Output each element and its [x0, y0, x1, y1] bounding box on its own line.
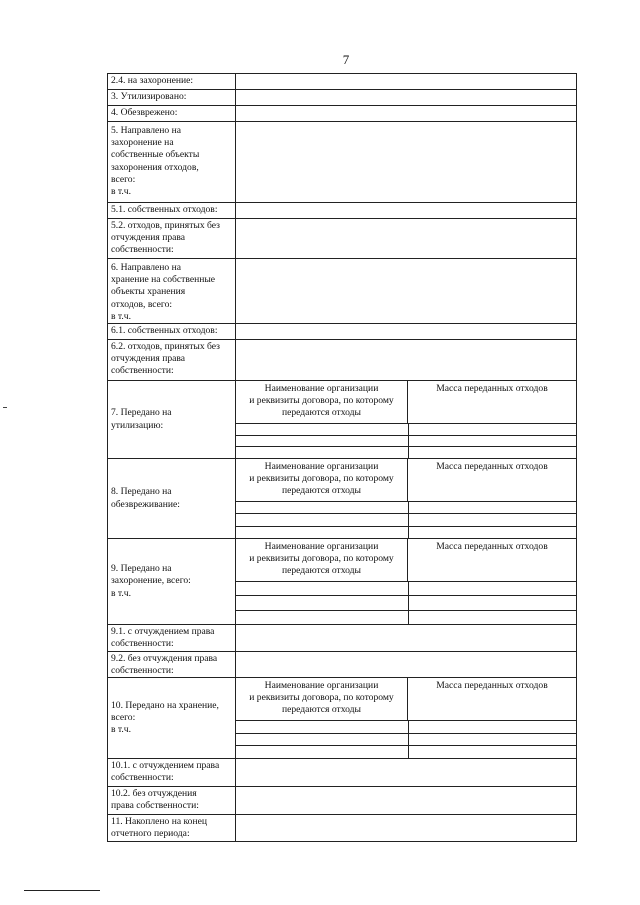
subtable-row — [236, 436, 576, 448]
value-field[interactable] — [236, 652, 576, 677]
row-label: 8. Передано на обезвреживание: — [108, 459, 236, 538]
row-6-1 — [108, 324, 576, 340]
row-label: 10.1. с отчуждением права собственности: — [108, 759, 236, 786]
transfer-subtable — [236, 459, 576, 538]
row-6 — [108, 259, 576, 324]
row-9-1 — [108, 625, 576, 652]
org-field[interactable] — [236, 746, 409, 758]
value-field[interactable] — [236, 203, 576, 218]
subtable-row — [236, 721, 576, 734]
row-label: 6.2. отходов, принятых без отчуждения права собственности: — [108, 340, 236, 380]
org-column-header: Наименование организации и реквизиты договора, по которому передаются отходы — [236, 381, 408, 423]
mass-column-header: Масса переданных отходов — [436, 383, 548, 394]
value-field[interactable] — [236, 90, 576, 105]
subtable-header — [236, 381, 576, 424]
org-column-header: Наименование организации и реквизиты договора, по которому передаются отходы — [236, 459, 408, 501]
mass-column-header: Масса переданных отходов — [436, 461, 548, 472]
subtable-row — [236, 596, 576, 610]
mass-field[interactable] — [409, 582, 576, 595]
waste-report-table — [107, 73, 577, 842]
value-field[interactable] — [236, 625, 576, 651]
value-field[interactable] — [236, 815, 576, 841]
row-5 — [108, 122, 576, 203]
mass-field[interactable] — [409, 424, 576, 435]
org-field[interactable] — [236, 611, 409, 624]
row-11 — [108, 815, 576, 841]
row-label: 5.1. собственных отходов: — [108, 203, 236, 218]
value-field[interactable] — [236, 122, 576, 202]
row-label: 6. Направлено на хранение на собственные объекты хранения отходов, всего: в т.ч. — [108, 259, 236, 323]
mass-field[interactable] — [409, 596, 576, 609]
subtable-row — [236, 447, 576, 458]
row-2-4 — [108, 74, 576, 90]
row-10 — [108, 678, 576, 759]
row-3 — [108, 90, 576, 106]
value-field[interactable] — [236, 106, 576, 121]
row-4 — [108, 106, 576, 122]
value-field[interactable] — [236, 259, 576, 323]
row-label: 3. Утилизировано: — [108, 90, 236, 105]
mass-field[interactable] — [409, 502, 576, 513]
subtable-row — [236, 611, 576, 624]
transfer-subtable — [236, 381, 576, 458]
mass-field[interactable] — [409, 734, 576, 746]
row-label: 11. Накоплено на конец отчетного периода: — [108, 815, 236, 841]
mass-field[interactable] — [409, 447, 576, 458]
org-field[interactable] — [236, 582, 409, 595]
row-label: 5. Направлено на захоронение на собственные объекты захоронения отходов, всего: в т.ч. — [108, 122, 236, 202]
org-field[interactable] — [236, 596, 409, 609]
org-field[interactable] — [236, 436, 409, 447]
org-field[interactable] — [236, 734, 409, 746]
row-10-1 — [108, 759, 576, 787]
mass-column-header: Масса переданных отходов — [436, 541, 548, 552]
row-5-2 — [108, 219, 576, 259]
row-label: 10.2. без отчуждения права собственности: — [108, 787, 236, 814]
row-5-1 — [108, 203, 576, 219]
org-field[interactable] — [236, 447, 409, 458]
value-field[interactable] — [236, 324, 576, 339]
value-field[interactable] — [236, 340, 576, 380]
row-9 — [108, 539, 576, 625]
row-label: 4. Обезврежено: — [108, 106, 236, 121]
row-7 — [108, 381, 576, 459]
value-field[interactable] — [236, 759, 576, 786]
row-label: 7. Передано на утилизацию: — [108, 381, 236, 458]
mass-field[interactable] — [409, 611, 576, 624]
org-column-header: Наименование организации и реквизиты договора, по которому передаются отходы — [236, 539, 408, 581]
transfer-subtable — [236, 678, 576, 758]
subtable-header — [236, 539, 576, 582]
org-field[interactable] — [236, 527, 409, 538]
mass-field[interactable] — [409, 514, 576, 525]
row-label: 5.2. отходов, принятых без отчуждения права собственности: — [108, 219, 236, 258]
org-field[interactable] — [236, 424, 409, 435]
org-field[interactable] — [236, 721, 409, 733]
org-field[interactable] — [236, 514, 409, 525]
subtable-row — [236, 746, 576, 758]
mass-column-header: Масса переданных отходов — [436, 680, 548, 691]
subtable-row — [236, 734, 576, 747]
footnote-separator — [24, 890, 100, 891]
row-8 — [108, 459, 576, 539]
org-column-header: Наименование организации и реквизиты договора, по которому передаются отходы — [236, 678, 408, 720]
page-number: 7 — [342, 52, 350, 67]
subtable-header — [236, 459, 576, 502]
subtable-row — [236, 502, 576, 514]
mass-field[interactable] — [409, 746, 576, 758]
row-label: 9. Передано на захоронение, всего: в т.ч. — [108, 539, 236, 624]
row-label: 9.2. без отчуждения права собственности: — [108, 652, 236, 677]
row-6-2 — [108, 340, 576, 381]
org-field[interactable] — [236, 502, 409, 513]
row-9-2 — [108, 652, 576, 678]
row-10-2 — [108, 787, 576, 815]
value-field[interactable] — [236, 74, 576, 89]
transfer-subtable — [236, 539, 576, 624]
row-label: 9.1. с отчуждением права собственности: — [108, 625, 236, 651]
subtable-row — [236, 424, 576, 436]
mass-field[interactable] — [409, 436, 576, 447]
subtable-header — [236, 678, 576, 721]
row-label: 6.1. собственных отходов: — [108, 324, 236, 339]
subtable-row — [236, 514, 576, 526]
mass-field[interactable] — [409, 721, 576, 733]
value-field[interactable] — [236, 787, 576, 814]
margin-mark — [3, 407, 7, 408]
row-label: 10. Передано на хранение, всего: в т.ч. — [108, 678, 236, 758]
subtable-row — [236, 582, 576, 596]
value-field[interactable] — [236, 219, 576, 258]
mass-field[interactable] — [409, 527, 576, 538]
row-label: 2.4. на захоронение: — [108, 74, 236, 89]
subtable-row — [236, 527, 576, 538]
